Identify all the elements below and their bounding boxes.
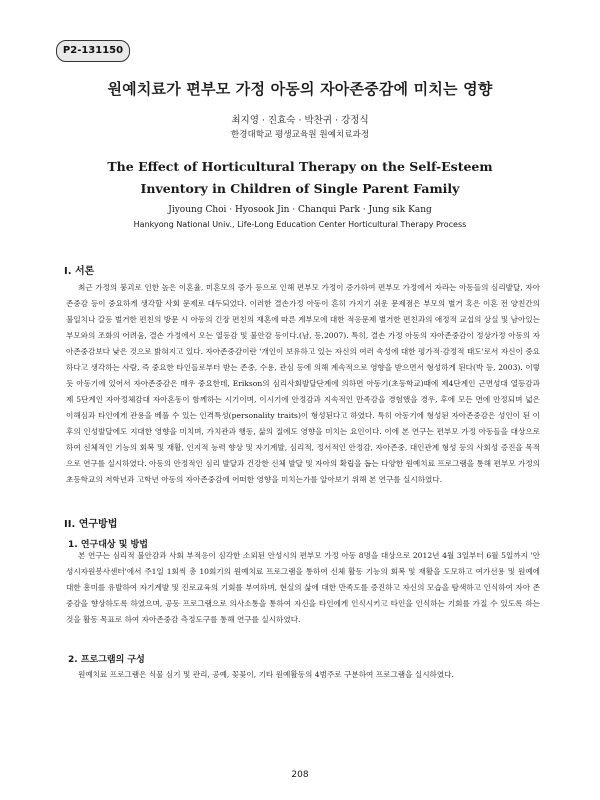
authors-korean: 최지영 · 진효숙 · 박찬귀 · 강정식 [231,115,369,126]
page-number: 208 [291,770,309,780]
subsection-heading-subjects: 1. 연구대상 및 방법 [68,540,148,550]
introduction-paragraph: 최근 가정의 붕괴로 인한 높은 이혼율, 미혼모의 증가 등으로 인해 편부모 가정이 증가하여 편부모 가정에서 자라는 아동들의 심리발달, 자아존중감 등이 중요하게 생각할 사회 문제로 대두되었다. 이러한 결손가정 아동이 흔히 가지기 쉬운 문제점은 부모의 별거 혹은 이혼 전 양친간의 불일치나 갈등 벌거한 편친의 방문 시 아동의 긴장 편친의 재혼에 따른 계부모에 대한 적응문제 별거한 편친과의 애정적 교섭의 상실 및 남아있는 부모와의 조화의 어려움, 결손 가정에서 오는 열등감 및 불안감 등이다.(남, 등,2007). 특히, 결손 가정 아동의 자아존중감이 정상가정 아동의 자아존중감보다 낮은 것으로 밝혀지고 있다. 자아존중감이란 '개인이 보유하고 있는 자신의 여러 속성에 대한 평가적·감정적 태도'로서 자신이 중요하다고 생각하는 사람, 즉 중요한 타인들로부터 받는 존중, 수용, 관심 등에 의해 계속적으로 영향을 받으면서 형성하게 된다(박 등, 2003). 이렇듯 아동기에 있어서 자아존중감은 매우 중요한데, Erikson의 심리사회발달단계에 의하면 아동기(초등학교)때에 제4단계인 근면성대 열등감과 제 5단계인 자아정체감대 자아혼동이 함께하는 시기이며, 이시기에 안정감과 지속적인 만족감을 경험했을 경우, 후에 모든 면에 안정되며 넓은 이해심과 타인에게 관용을 베풀 수 있는 인격특성(personality traits)이 형성된다고 하였다. 특히 아동기에 형성된 자아존중감은 성인이 된 이후의 인성발달에도 지대한 영향을 미치며, 가치관과 행동, 삶의 질에도 영향을 미치는 요인이다. 이에 본 연구는 편부모 가정 아동들을 대상으로 하여 신체적인 기능의 회복 및 재활, 인지적 능력 향상 및 자기계발, 심리적, 정서적인 안정감, 자아존중, 대인관계 형성 등의 사회성 증진을 목적으로 연구를 실시하였다. 아동의 안정적인 심리 발달과 건강한 신체 발달 및 자아의 확립을 돕는 다양한 원예치료 프로그램을 통해 편부모 가정의 초등학교의 저학년과 고학년 아동의 자아존중감에 어떠한 영향을 미치는가를 알아보기 위해 본 연구를 실시하였다. [66,283,540,484]
program-paragraph: 원예치료 프로그램은 식물 심기 및 관리, 공예, 꽃꽂이, 기타 원예활동의 4범주로 구분하여 프로그램을 실시하였다. [78,670,454,679]
authors-english: Jiyoung Choi · Hyosook Jin · Chanqui Park · Jung sik Kang [168,205,432,215]
affiliation-korean: 한경대학교 평생교육원 원예치료과정 [230,130,370,140]
section-heading-methods: II. 연구방법 [64,519,118,530]
title-korean: 원예치료가 편부모 가정 아동의 자아존중감에 미치는 영향 [107,80,493,98]
poster-id-badge: P2-131150 [56,40,130,62]
title-english: The Effect of Horticultural Therapy on the Self-Esteem Inventory in Children of Single Parent Family [107,159,493,196]
subjects-paragraph: 본 연구는 심리적 불안감과 사회 부적응이 심각한 소외된 안성시의 편부모 가정 아동 8명을 대상으로 2012년 4월 3일부터 6월 5일까지 '안성시자원봉사센터'에서 주1일 1회씩 총 10회기의 원예치료 프로그램을 통하여 신체 활동 기능의 회복 및 재활을 도모하고 여가선용 및 원예에 대한 흥미를 유발하여 자기계발 및 진로교육의 기회를 부여하며, 현실의 삶에 대한 만족도를 증진하고 자신의 모습을 탐색하고 인식하여 자아 존중감을 향상하도록 하였으며, 공동 프로그램으로 의사소통을 통하여 자신을 타인에게 인식시키고 타인을 인식하는 기회를 가질 수 있도록 하는 것을 활동 목표로 하여 자아존중감 측정도구를 통해 연구를 실시하였다. [66,551,540,624]
section-heading-introduction: I. 서론 [64,266,95,277]
affiliation-english: Hankyong National Univ., Life-Long Education Center Horticultural Therapy Process [133,220,467,229]
subsection-heading-program: 2. 프로그램의 구성 [68,655,145,665]
